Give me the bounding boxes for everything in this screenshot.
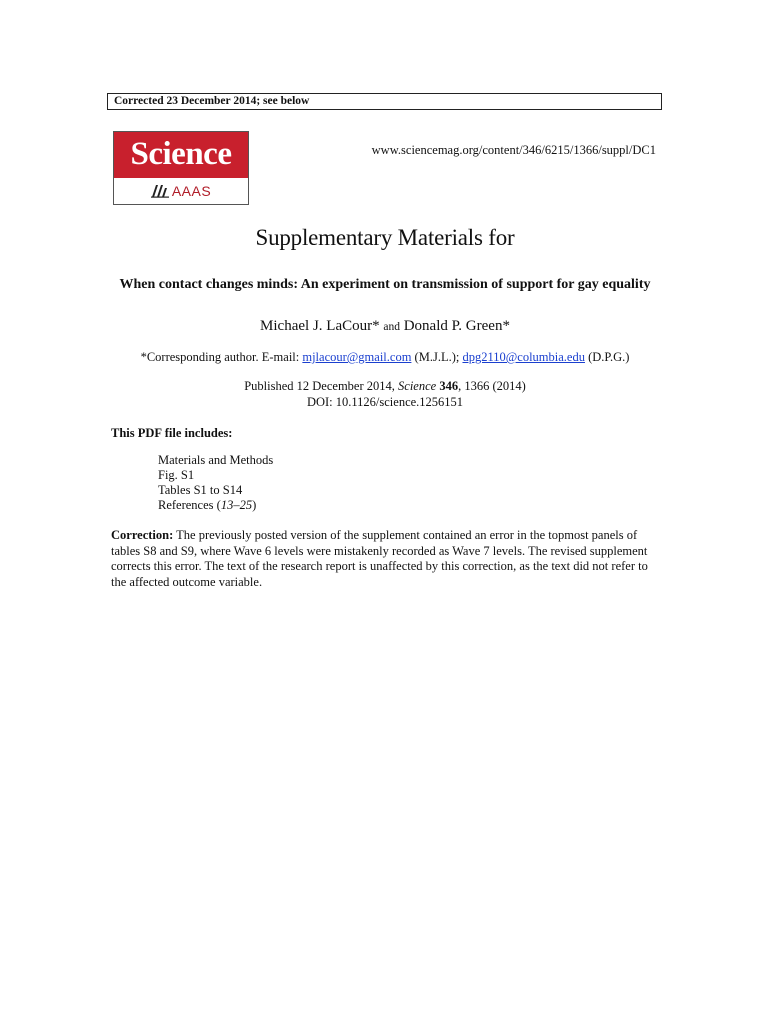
includes-heading: This PDF file includes: <box>111 426 233 440</box>
journal-name: Science <box>398 379 437 393</box>
email-note-green: (D.P.G.) <box>588 350 630 364</box>
includes-list <box>158 453 273 513</box>
author-line <box>0 318 770 335</box>
page-title: Supplementary Materials for <box>255 225 515 250</box>
article-title: When contact changes minds: An experiment on transmission of support for gay equality <box>119 277 651 292</box>
author-lacour: Michael J. LaCour* <box>260 318 380 334</box>
aaas-logo-strip <box>114 178 248 204</box>
correction-text: The previously posted version of the supplement contained an error in the topmost panels of tables S8 and S9, where Wave 6 levels were mistakenly recorded as Wave 7 levels. The revised supplement corrects this error. The text of the research report is unaffected by this correction, as the text did not refer to the affected outcome variable. <box>111 528 648 589</box>
science-wordmark: Science <box>114 132 248 178</box>
includes-item-materials: Materials and Methods <box>158 453 274 467</box>
aaas-wordmark: AAAS <box>171 183 212 199</box>
includes-item-figures: Fig. S1 <box>158 468 195 482</box>
author-conjunction: and <box>383 321 400 333</box>
corresponding-prefix: *Corresponding author. E-mail: <box>140 350 300 364</box>
supplement-url[interactable]: www.sciencemag.org/content/346/6215/1366/suppl/DC1 <box>371 143 656 157</box>
publication-info <box>0 378 770 410</box>
includes-item-references <box>158 498 273 513</box>
includes-item-tables: Tables S1 to S14 <box>158 483 243 497</box>
email-note-lacour: (M.J.L.); <box>414 350 460 364</box>
publication-citation <box>0 378 770 394</box>
correction-label: Correction: <box>111 528 174 542</box>
email-link-green[interactable]: dpg2110@columbia.edu <box>462 350 585 364</box>
correction-notice-text: Corrected 23 December 2014; see below <box>114 95 310 107</box>
published-prefix: Published 12 December 2014, <box>244 379 395 393</box>
references-range: 13–25 <box>220 498 253 512</box>
references-suffix: ) <box>252 498 257 512</box>
science-aaas-logo <box>113 131 249 205</box>
email-link-lacour[interactable]: mjlacour@gmail.com <box>302 350 412 364</box>
doi-line: DOI: 10.1126/science.1256151 <box>306 395 464 409</box>
corresponding-author-line <box>0 350 770 365</box>
correction-paragraph <box>111 528 663 590</box>
volume-number: 346 <box>439 379 459 393</box>
pages-year: , 1366 (2014) <box>458 379 526 393</box>
references-prefix: References ( <box>158 498 221 512</box>
aaas-mark-icon <box>151 184 169 198</box>
author-green: Donald P. Green* <box>403 318 510 334</box>
correction-notice <box>107 93 662 110</box>
